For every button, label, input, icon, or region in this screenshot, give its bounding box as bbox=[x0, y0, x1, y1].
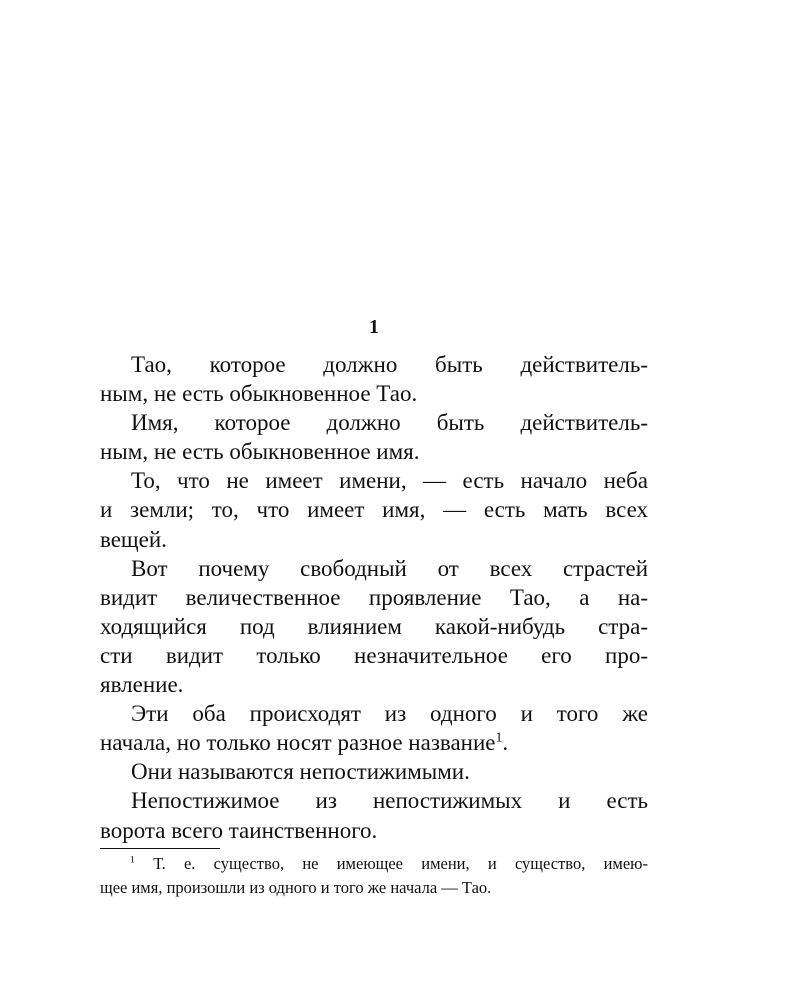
text-line: Имя, которое должно быть действитель- bbox=[131, 410, 648, 436]
text-line: То, что не имеет имени, — есть начало неба bbox=[131, 468, 648, 494]
text-line: ходящийся под влиянием какой-нибудь стра- bbox=[100, 613, 648, 639]
text-line-content: начала, но только носят разное название bbox=[100, 730, 496, 756]
text-line: видит величественное проявление Тао, а на- bbox=[100, 584, 648, 610]
text-line: Эти оба происходят из одного и того же bbox=[131, 701, 648, 727]
text-line: ным, не есть обыкновенное Тао. bbox=[100, 381, 418, 407]
footnote-text: Т. е. существо, не имеющее имени, и существо, имею- bbox=[153, 854, 648, 873]
footnote-reference[interactable]: 1 bbox=[495, 729, 503, 745]
text-line: явление. bbox=[100, 672, 184, 698]
footnote-divider bbox=[100, 848, 220, 849]
text-line: ным, не есть обыкновенное имя. bbox=[100, 439, 420, 465]
book-page bbox=[100, 0, 648, 1000]
text-line: Непостижимое из непостижимых и есть bbox=[131, 788, 648, 814]
text-line: ворота всего таинственного. bbox=[100, 817, 378, 843]
footnote-line: щее имя, произошли из одного и того же начала — Тао. bbox=[100, 878, 492, 897]
footnotes bbox=[100, 852, 648, 900]
text-line: вещей. bbox=[100, 526, 167, 552]
text-line: Они называются непостижимыми. bbox=[131, 759, 470, 785]
text-line: Тао, которое должно быть действитель- bbox=[131, 352, 648, 377]
text-line-trailing: . bbox=[502, 730, 509, 756]
text-line: и земли; то, что имеет имя, — есть мать всех bbox=[100, 497, 648, 523]
text-line: Вот почему свободный от всех страстей bbox=[131, 555, 648, 581]
text-line: сти видит только незначительное его про- bbox=[100, 642, 648, 668]
chapter-number: 1 bbox=[369, 316, 379, 338]
chapter-text bbox=[100, 350, 648, 845]
footnote-line bbox=[100, 852, 648, 876]
text-line bbox=[100, 728, 648, 757]
footnote-marker: 1 bbox=[130, 854, 135, 866]
